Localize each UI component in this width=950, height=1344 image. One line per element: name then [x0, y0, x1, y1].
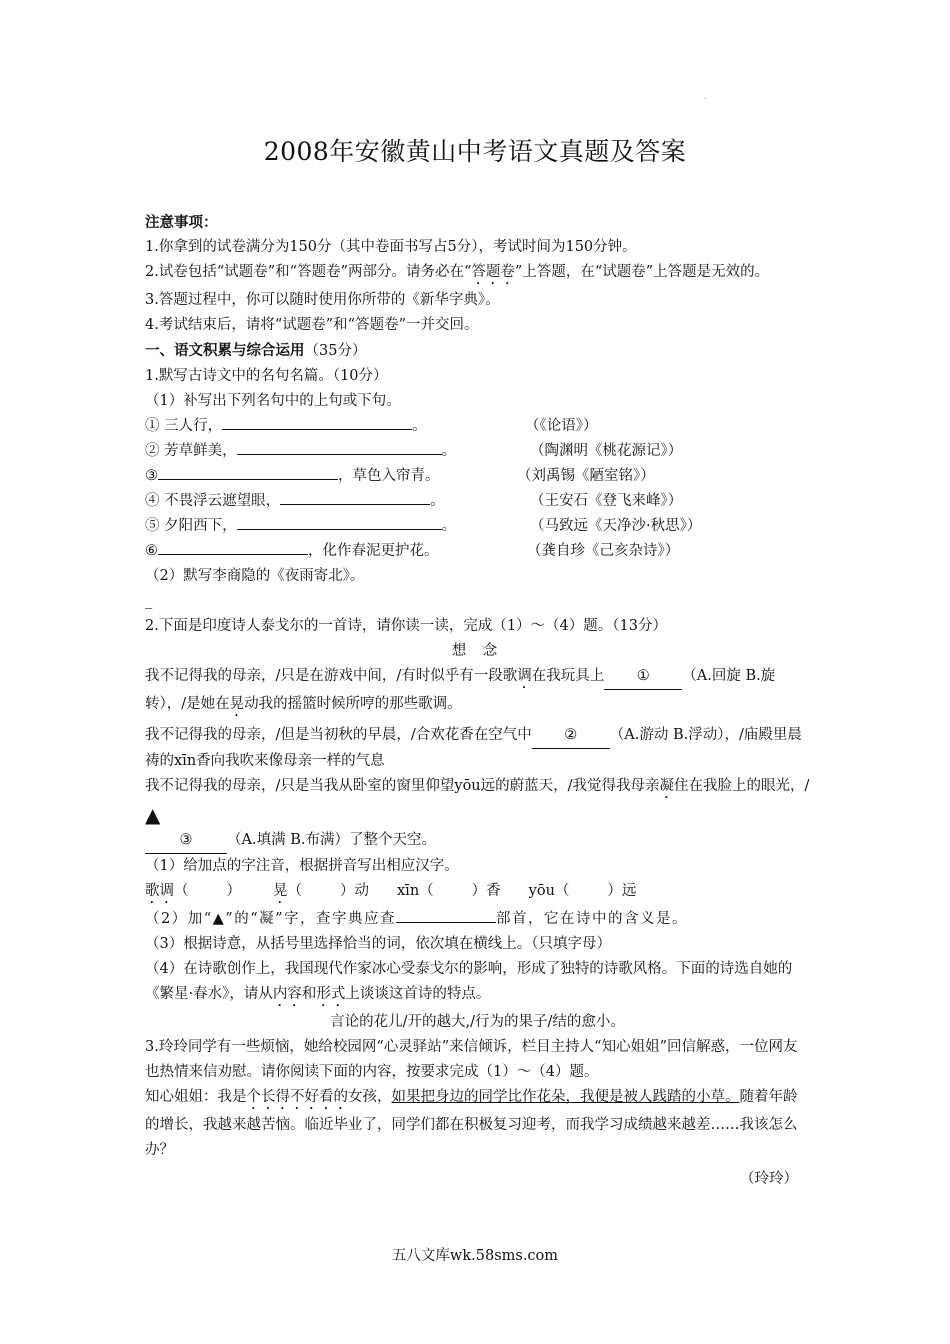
q2-sub2-text: 。: [672, 911, 689, 927]
notice-item-2-part: 2.试卷包括“试题卷”和“答题卷”两部分。请务必在“: [145, 264, 472, 280]
answer-blank[interactable]: [158, 464, 338, 480]
section-score: （35分）: [304, 343, 367, 359]
poem-text: 住在我脸上的眼光，/: [674, 778, 810, 794]
q1-item-text: ③: [145, 468, 158, 484]
q1-item-text: ④ 不畏浮云遮望眼，: [145, 493, 281, 509]
exam-content: [145, 210, 810, 1192]
dotted-char: 凝: [659, 778, 675, 794]
dotted-char: 个长得不好看的: [246, 1089, 348, 1105]
dotted-char: 形式: [316, 986, 346, 1002]
poem-title: 想 念: [451, 643, 504, 659]
footer-watermark: 五八文库wk.58sms.com: [391, 1248, 559, 1264]
q1-item-text: ，草色入帘青。: [338, 468, 440, 484]
q1-item-text: ② 芳草鲜美，: [145, 443, 237, 459]
q1-item-text: 。: [430, 493, 445, 509]
poem-stanza-4: [145, 828, 810, 854]
q2-sub4: [145, 957, 810, 1010]
pinyin-prompt: 晃（: [273, 883, 302, 899]
notice-item-1: 1.你拿到的试卷满分为150分（其中卷面书写占5分），考试时间为150分钟。: [145, 239, 637, 255]
q1-item-cite: （马致远《天净沙·秋思》）: [530, 518, 702, 534]
notice-heading: 注意事项：: [145, 214, 218, 231]
answer-dash: _: [145, 593, 153, 609]
pinyin-prompt: ）远: [607, 883, 637, 899]
q1-item-cite: （王安石《登飞来峰》）: [530, 493, 683, 509]
pinyin-prompt: 歌调（: [145, 883, 189, 899]
letter-text: 女孩，: [348, 1089, 392, 1105]
notice-item-3: 3.答题过程中，你可以随时使用你所带的《新华字典》。: [145, 292, 500, 308]
q1-item: [145, 439, 810, 464]
poem-stanza-3: [145, 774, 810, 828]
q2-sub1: （1）给加点的字注音，根据拼音写出相应汉字。: [145, 858, 459, 874]
triangle-icon: ▲: [212, 911, 226, 927]
q2-stem: 2.下面是印度诗人泰戈尔的一首诗，请你读一读，完成（1）～（4）题。（13分）: [145, 618, 667, 634]
q1-sub2: （2）默写李商隐的《夜雨寄北》。: [145, 568, 365, 584]
poem-text: （A.填满 B.布满）了整个天空。: [227, 832, 436, 848]
notice-emphasis: 答题卷: [471, 264, 515, 280]
q2-sub4-text: （4）在诗歌创作上，我国现代作家冰心受泰戈尔的影响，形成了独特的诗歌风格。下面的诗选自她的《繁星·春水》，请从: [145, 961, 793, 1002]
q1-item-text: 。: [441, 443, 457, 459]
poem-blank-2[interactable]: ②: [532, 723, 610, 749]
q2-sub1-answers: [145, 879, 810, 907]
poem-text: 我不记得我的母亲，/只是在游戏中间，/有时似乎有一段歌: [145, 668, 518, 684]
answer-blank[interactable]: [280, 489, 430, 505]
q2-sub3: （3）根据诗意，从括号里选择恰当的词，依次填在横线上。（只填字母）: [145, 936, 611, 952]
q1-item: [145, 464, 810, 489]
q1-item: [145, 489, 810, 514]
q3-letter: [145, 1085, 810, 1163]
page-title: 2008年安徽黄山中考语文真题及答案: [263, 137, 687, 166]
q1-item-text: 。: [441, 518, 457, 534]
poem-text: （A.回旋 B.旋转），/是她在: [145, 668, 776, 712]
pinyin-prompt: ）: [226, 883, 241, 899]
letter-signature: （玲玲）: [740, 1171, 798, 1187]
q1-item: [145, 514, 810, 539]
answer-blank[interactable]: [158, 539, 308, 555]
section-title: 一、语文积累与综合运用: [145, 342, 305, 359]
answer-blank[interactable]: [237, 514, 442, 530]
q1-item-text: ① 三人行，: [145, 418, 223, 434]
q1-item-text: 。: [412, 418, 427, 434]
q1-item-cite: （《论语》）: [525, 418, 598, 434]
pinyin-prompt: yōu（: [528, 883, 570, 899]
pinyin-prompt: xīn（: [397, 883, 434, 899]
dotted-char: 调: [517, 668, 532, 684]
q1-item-text: ⑥: [145, 543, 158, 559]
poem-text: 动我的摇篮时候所哼的那些歌调。: [244, 696, 462, 712]
q2-sub2-text: ”的“凝”字，查字典应查: [225, 911, 397, 927]
q2-sub4-text: 和: [301, 986, 317, 1002]
q1-item-cite: （龚自珍《己亥杂诗》）: [527, 543, 680, 559]
poem-stanza-1: [145, 664, 810, 720]
pinyin-prompt: ）动: [340, 883, 369, 899]
q1-sub1: （1）补写出下列名句中的上句或下句。: [145, 393, 401, 409]
q3-stem: 3.玲玲同学有一些烦恼，她给校园网“心灵驿站”来信倾诉，栏目主持人“知心姐姐”回信解惑，一位网友也热情来信劝慰。请你阅读下面的内容，按要求完成（1）～（4）题。: [145, 1039, 798, 1080]
underlined-sentence: 如果把身边的同学比作花朵，我便是被人践踏的小草。: [391, 1089, 740, 1105]
answer-blank[interactable]: [222, 414, 412, 430]
poem-text: （A.游动 B.浮动），/庙殿里晨祷的xīn香向我吹来像母亲一样的气息: [145, 727, 802, 769]
pinyin-prompt: ）香: [471, 883, 501, 899]
poem-blank-3[interactable]: ③: [145, 828, 227, 854]
q1-item-text: ⑤ 夕阳西下，: [145, 518, 237, 534]
poem-text: 我不记得我的母亲，/但是当初秋的早晨，/合欢花香在空气中: [145, 727, 532, 743]
q1-item: [145, 539, 810, 564]
dotted-char: 晃: [229, 696, 245, 712]
notice-item-2-part: ”上答题，在“试题卷”上答题是无效的。: [514, 264, 770, 280]
q2-sub4-text: 上谈谈这首诗的特点。: [345, 986, 491, 1002]
poem-text: 我不记得我的母亲，/只是当我从卧室的窗里仰望yōu远的蔚蓝天，/我觉得我母亲: [145, 778, 660, 794]
notice-item-2: [145, 260, 810, 288]
header-mark: ·: [704, 94, 707, 103]
letter-text: 随着年龄的增长，我越来越苦恼。临近毕业了，同学们都在积极复习迎考，而我学习成绩越来越差……我该怎么办？: [145, 1089, 798, 1158]
dotted-char: 内容: [272, 986, 302, 1002]
q1-item-cite: （刘禹锡《陋室铭》）: [517, 468, 655, 484]
answer-blank[interactable]: [237, 439, 442, 455]
section-1-heading: [145, 338, 810, 364]
bingxin-verse: 言论的花儿/开的越大,/行为的果子/结的愈小。: [330, 1014, 625, 1030]
answer-blank[interactable]: [396, 907, 496, 923]
q2-sub2-text: 部首，它在诗中的含义是: [496, 911, 673, 927]
q1-item-cite: （陶渊明《桃花源记》）: [530, 443, 683, 459]
q1-item: [145, 414, 810, 439]
q1-item-text: ，化作春泥更护花。: [308, 543, 439, 559]
q1-stem: 1.默写古诗文中的名句名篇。（10分）: [145, 368, 388, 384]
notice-item-4: 4.考试结束后，请将“试题卷”和“答题卷”一并交回。: [145, 317, 479, 333]
poem-text: 在我玩具上: [531, 668, 605, 684]
triangle-icon: ▲: [145, 803, 161, 827]
poem-stanza-2: [145, 723, 810, 774]
q2-sub2: [145, 907, 810, 932]
poem-blank-1[interactable]: ①: [604, 664, 682, 690]
letter-text: 知心姐姐：我是: [145, 1089, 247, 1105]
q2-sub2-text: （2）加“: [145, 911, 213, 927]
